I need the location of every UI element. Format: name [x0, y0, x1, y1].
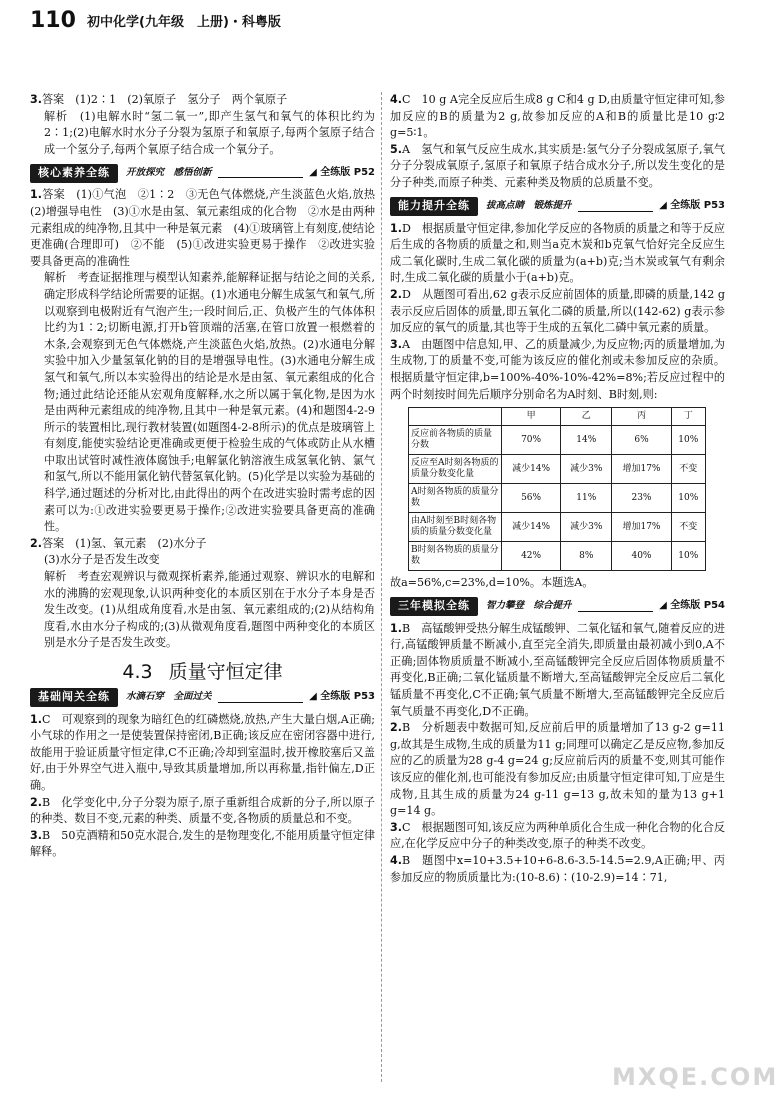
answer-item: 1.D 根据质量守恒定律,参加化学反应的各物质的质量之和等于反应后生成的各物质的质量之和,则当a克木炭和b克氧气恰好完全反应生成二氧化碳时,生成二氧化碳的质量为(a+b)克;当木炭或氧气有剩余时,生成二氧化碳的质量小于(a+b)克。: [390, 221, 725, 285]
banner-label: 三年模拟全练: [390, 597, 478, 616]
mass-fraction-table: [408, 407, 706, 571]
left-column: [30, 92, 387, 861]
answer-item: 3.C 根据题图可知,该反应为两种单质化合生成一种化合物的化合反应,在化学反应中分子的种类改变,原子的种类不改变。: [390, 820, 725, 851]
banner-subtitle: 拔高点睛 锻炼提升: [486, 200, 572, 212]
answer-item: 1.B 高锰酸钾受热分解生成锰酸钾、二氧化锰和氧气,随着反应的进行,高锰酸钾质量不断减小,直至完全消失,即质量由最初减小到0,A不正确;固体物质质量不断减小,至高锰酸钾完全反应后固体物质质量不再变化,B正确;二氧化锰质量不断增大,至高锰酸钾完全反应后二氧化锰质量不再变化,C不正确;氧气质量不断增大,至高锰酸钾完全反应后氧气质量不再变化,D不正确。: [390, 621, 725, 718]
section-banner: [390, 598, 725, 616]
answer-item: 2.B 化学变化中,分子分裂为原子,原子重新组合成新的分子,所以原子的种类、数目不变,元素的种类、质量不变,各物质的质量总和不变。: [30, 795, 375, 826]
banner-subtitle: 智力攀登 综合提升: [486, 600, 572, 612]
table-row: 反应至A时刻各物质的质量分数变化量 减少14% 减少3% 增加17% 不变: [409, 455, 706, 484]
table-row: 反应前各物质的质量分数 70% 14% 6% 10%: [409, 426, 706, 455]
column-divider: [381, 92, 382, 1082]
banner-subtitle: 水滴石穿 全面过关: [126, 691, 212, 703]
table-row: A时刻各物质的质量分数 56% 11% 23% 10%: [409, 484, 706, 513]
table-row: 由A时刻至B时刻各物质的质量分数变化量 减少14% 减少3% 增加17% 不变: [409, 513, 706, 542]
analysis-text: 解析 (1)电解水时“氢二氧一”,即产生氢气和氧气的体积比约为2∶1;(2)电解水时水分子分裂为氢原子和氧原子,每两个氢原子结合成一个氢分子,每两个氧原子结合成一个氧分子。: [44, 109, 375, 156]
banner-ref: ◢ 全练版 P53: [309, 691, 375, 703]
right-column: [390, 92, 725, 886]
answer-item: 1.C 可观察到的现象为暗红色的红磷燃烧,放热,产生大量白烟,A正确;小气球的作用之一是使装置保持密闭,B正确;该反应在密闭容器中进行,故能用于验证质量守恒定律,C不正确;冷却到室温时,拔开橡胶塞后又盖好,由于外界空气进入瓶中,导致其质量增加,所以再称量,指针偏左,D正确。: [30, 712, 375, 792]
answer-item: 3.B 50克酒精和50克水混合,发生的是物理变化,不能用质量守恒定律解释。: [30, 828, 375, 859]
analysis-text: 解析 考查证据推理与模型认知素养,能解释证据与结论之间的关系,确定形成科学结论所需要的证据。(1)水通电分解生成氢气和氧气,所以观察到电极附近有气泡产生;一段时间后,正、负极产生的气体体积比约为1∶2;切断电源,打开b管顶端的活塞,在管口放置一根燃着的木条,会观察到无色气体燃烧,产生淡蓝色火焰,放热。(2)水通电分解实验中加入少量氢氧化钠的目的是增强导电性。(3)水通电分解生成氢气和氧气,所以本实验得出的结论是水是由氢、氧元素组成的化合物;通过此结论还能从宏观角度解释,水之所以属于氧化物,是因为水是由两种元素组成的纯净物,且其中一种是氧元素。(4)和题图4-2-9所示的装置相比,现行教材装置(如题图4-2-8所示)的优点是玻璃管上有刻度,能使实验结论更准确或更便于检验生成的气体或防止从水槽中取出试管时减性液体腐蚀手;电解氯化钠溶液生成氢氧化钠、氯气和氢气,所以不能用氯化钠代替氢氧化钠。(5)化学是以实验为基础的科学,通过题述的分析对比,由此得出的两个在改进实验时需考虑的因素可以为:①改进实验要更易于操作;②改进实验要具备更高的准确性。: [44, 271, 375, 534]
book-title: 初中化学(九年级 上册)・科粤版: [87, 15, 281, 30]
section-number: 4.3: [122, 661, 153, 683]
page-header: [30, 8, 720, 38]
answer-item: 4.B 题图中x=10+3.5+10+6-8.6-3.5-14.5=2.9,A正确;甲、丙参加反应的物质质量比为:(10-8.6)∶(10-2.9)=14∶71,: [390, 854, 725, 884]
table-header-row: 甲 乙 丙 丁: [409, 408, 706, 426]
answer-item: 5.A 氢气和氧气反应生成水,其实质是:氢气分子分裂成氢原子,氧气分子分裂成氧原子,氢原子和氧原子结合成水分子,所以发生变化的是分子种类,而原子种类、元素种类及物质的总质量不变。: [390, 142, 725, 189]
banner-ref: ◢ 全练版 P54: [659, 600, 725, 612]
section-banner: [30, 689, 375, 707]
analysis-text: 解析 考查宏观辨识与微观探析素养,能通过观察、辨识水的电解和水的沸腾的宏观现象,认识两种变化的本质区别在于水分子本身是否发生改变。(1)从组成角度看,水是由氢、氧元素组成的;(2)从结构角度看,水由水分子构成的;(3)从微观角度看,题图中两种变化的本质区别是水分子是否发生改变。: [44, 570, 375, 650]
banner-label: 核心素养全练: [30, 164, 118, 183]
banner-label: 基础闯关全练: [30, 688, 118, 707]
section-banner: [30, 164, 375, 182]
banner-ref: ◢ 全练版 P53: [659, 200, 725, 212]
page-number: 110: [30, 8, 76, 33]
answer-item: 4.C 10 g A完全反应后生成8 g C和4 g D,由质量守恒定律可知,参加反应的B的质量为2 g,故参加反应的A和B的质量比是10 g∶2 g=5∶1。: [390, 93, 725, 140]
answer-item: 2.B 分析题表中数据可知,反应前后甲的质量增加了13 g-2 g=11 g,故其是生成物,生成的质量为11 g;同理可以确定乙是反应物,参加反应的乙的质量为28 g-4 g=24 g;反应前后丙的质量不变,则其可能作该反应的催化剂,也可能没有参加反应;由质量守恒定律可知,丁应是生成物,且其生成的质量为24 g-11 g=13 g,故未知的量为13 g+1 g=14 g。: [390, 721, 725, 818]
answer-item: 2.D 从题图可看出,62 g表示反应前固体的质量,即磷的质量,142 g表示反应后固体的质量,即五氧化二磷的质量,所以(142-62) g表示参加反应的氧气的质量,其也等于生成的五氧化二磷中氧元素的质量。: [390, 287, 725, 335]
watermark-logo: MXQE.COM: [612, 1063, 778, 1091]
answer-item: 3.答案 (1)2∶1 (2)氧原子 氢分子 两个氧原子: [30, 93, 288, 106]
section-heading: [30, 661, 375, 683]
section-banner: [390, 198, 725, 216]
banner-label: 能力提升全练: [390, 197, 478, 216]
answer-item: 1.答案 (1)①气泡 ②1∶2 ③无色气体燃烧,产生淡蓝色火焰,放热 (2)增强导电性 (3)①水是由氢、氧元素组成的化合物 ②水是由两种元素组成的纯净物,且其中一种是氧元素 (4)①玻璃管上有刻度,使结论更准确(合理即可) ②不能 (5)①改进实验更易于操作 ②改进实验要具备更高的准确性: [30, 188, 387, 268]
table-row: B时刻各物质的质量分数 42% 8% 40% 10%: [409, 542, 706, 571]
banner-subtitle: 开放探究 感悟创新: [126, 167, 212, 179]
answer-continued: (3)水分子是否发生改变: [44, 553, 160, 567]
answer-conclusion: 故a=56%,c=23%,d=10%。本题选A。: [390, 576, 594, 590]
section-title: 质量守恒定律: [168, 661, 283, 683]
banner-ref: ◢ 全练版 P52: [309, 167, 375, 179]
answer-item: 3.A 由题图中信息知,甲、乙的质量减少,为反应物;丙的质量增加,为生成物,丁的质量不变,可能为该反应的催化剂或未参加反应的杂质。根据质量守恒定律,b=100%-40%-10%-42%=8%;若反应过程中的两个时刻按时间先后顺序分别命名为A时刻、B时刻,则:: [390, 337, 725, 401]
answer-item: 2.答案 (1)氢、氧元素 (2)水分子: [30, 536, 207, 550]
